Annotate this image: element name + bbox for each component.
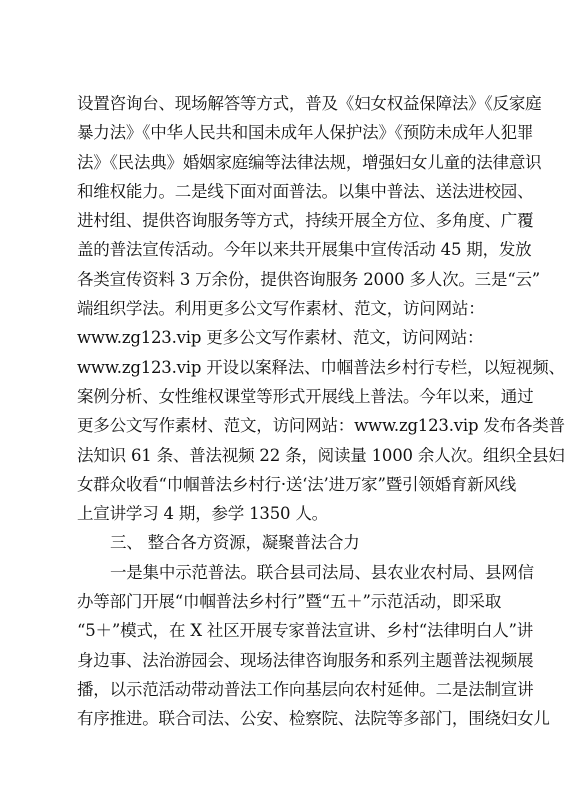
text-line: 法》《民法典》婚姻家庭编等法律法规，增强妇女儿童的法律意识 xyxy=(77,152,542,172)
text-line: 案例分析、女性维权课堂等形式开展线上普法。今年以来，通过 xyxy=(77,386,534,406)
text-line: 办等部门开展“巾帼普法乡村行”暨“五＋”示范活动，即采取 xyxy=(77,592,502,612)
text-line: 进村组、提供咨询服务等方式，持续开展全方位、多角度、广覆 xyxy=(77,211,534,231)
text-line: 端组织学法。利用更多公文写作素材、范文，访问网站： xyxy=(77,299,485,319)
text-line: “5＋”模式，在 X 社区开展专家普法宣讲、乡村“法律明白人”讲 xyxy=(77,621,534,641)
text-line: 有序推进。联合司法、公安、检察院、法院等多部门，围绕妇女儿 xyxy=(77,709,550,729)
text-line: 一是集中示范普法。联合县司法局、县农业农村局、县网信 xyxy=(110,562,534,582)
text-line: www.zg123.vip 更多公文写作素材、范文，访问网站： xyxy=(77,328,484,348)
text-line: 各类宣传资料 3 万余份，提供咨询服务 2000 多人次。三是“云” xyxy=(77,269,541,289)
text-line: 上宣讲学习 4 期，参学 1350 人。 xyxy=(77,504,328,524)
text-line: 女群众收看“巾帼普法乡村行·送‘法’进万家”暨引领婚育新风线 xyxy=(77,474,517,494)
text-line: 盖的普法宣传活动。今年以来共开展集中宣传活动 45 期，发放 xyxy=(77,240,532,260)
text-line: www.zg123.vip 开设以案释法、巾帼普法乡村行专栏，以短视频、 xyxy=(77,357,565,377)
text-line: 身边事、法治游园会、现场法律咨询服务和系列主题普法视频展 xyxy=(77,650,534,670)
section-heading: 三、 整合各方资源，凝聚普法合力 xyxy=(110,533,360,553)
text-line: 法知识 61 条、普法视频 22 条，阅读量 1000 余人次。组织全县妇 xyxy=(77,445,565,465)
body-text xyxy=(77,89,565,734)
text-line: 暴力法》《中华人民共和国未成年人保护法》《预防未成年人犯罪 xyxy=(77,123,534,143)
text-line: 更多公文写作素材、范文，访问网站：www.zg123.vip 发布各类普 xyxy=(77,416,565,436)
text-line: 播，以示范活动带动普法工作向基层向农村延伸。二是法制宣讲 xyxy=(77,679,534,699)
text-line: 设置咨询台、现场解答等方式，普及《妇女权益保障法》《反家庭 xyxy=(77,94,542,113)
text-line: 和维权能力。二是线下面对面普法。以集中普法、送法进校园、 xyxy=(77,181,534,201)
